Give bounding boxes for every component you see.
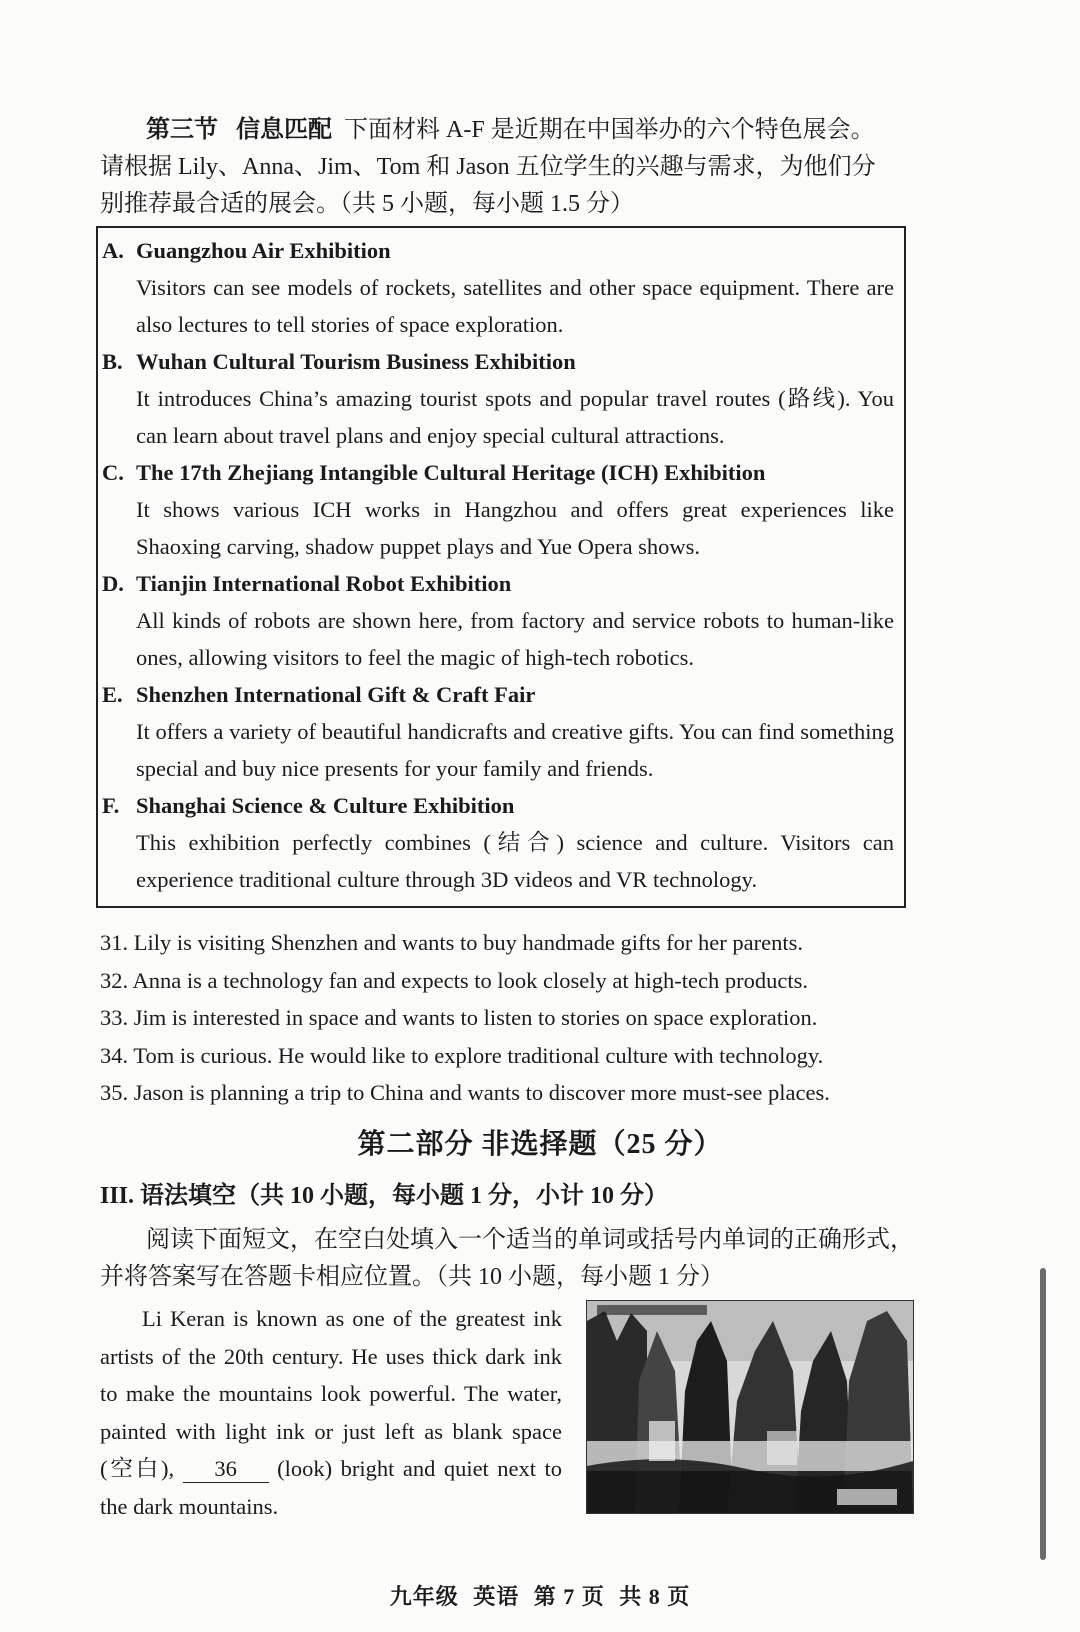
question-item: 32. Anna is a technology fan and expects to look closely at high-tech products. bbox=[100, 967, 808, 993]
part2-title: 第二部分 非选择题（25 分） bbox=[357, 1129, 723, 1160]
exhibition-title: Tianjin International Robot Exhibition bbox=[136, 571, 512, 596]
footer-grade: 九年级 bbox=[389, 1584, 459, 1609]
exhibition-letter: F. bbox=[102, 793, 120, 818]
exhibition-item bbox=[102, 787, 894, 898]
ink-painting-image bbox=[586, 1300, 914, 1514]
section3-instructions bbox=[100, 112, 910, 223]
exhibition-description: All kinds of robots are shown here, from factory and service robots to human-like ones, allowing visitors to feel the magic of high-tech robotics. bbox=[136, 608, 894, 670]
footer-subject: 英语 bbox=[473, 1584, 520, 1609]
exhibition-description: Visitors can see models of rockets, satellites and other space equipment. There are also lectures to tell stories of space exploration. bbox=[136, 275, 894, 337]
question-list bbox=[100, 924, 910, 1112]
exhibition-title: The 17th Zhejiang Intangible Cultural Heritage (ICH) Exhibition bbox=[136, 460, 766, 485]
question-item: 31. Lily is visiting Shenzhen and wants to buy handmade gifts for her parents. bbox=[100, 930, 803, 955]
section3-line1: 下面材料 A-F 是近期在中国举办的六个特色展会。 bbox=[344, 117, 875, 143]
exhibition-item bbox=[102, 676, 894, 787]
exhibition-description: It shows various ICH works in Hangzhou and offers great experiences like Shaoxing carving, shadow puppet plays and Yue Opera shows. bbox=[136, 497, 894, 559]
answer-blank-36[interactable]: 36 bbox=[183, 1456, 269, 1483]
scrollbar-thumb[interactable] bbox=[1040, 1268, 1046, 1560]
exhibition-description: It offers a variety of beautiful handicrafts and creative gifts. You can find something special and buy nice presents for your family and friends. bbox=[136, 719, 894, 781]
exhibition-letter: C. bbox=[102, 460, 124, 485]
grammar-passage bbox=[100, 1300, 562, 1525]
section3-topic: 信息匹配 bbox=[236, 117, 332, 143]
grammar-section-title: III. 语法填空（共 10 小题，每小题 1 分，小计 10 分） bbox=[100, 1183, 669, 1209]
page-footer bbox=[0, 1580, 1080, 1611]
exhibition-list-box bbox=[96, 226, 906, 908]
exhibition-letter: D. bbox=[102, 571, 124, 596]
exhibition-item bbox=[102, 343, 894, 454]
question-item: 34. Tom is curious. He would like to explore traditional culture with technology. bbox=[100, 1042, 824, 1068]
exhibition-title: Shenzhen International Gift & Craft Fair bbox=[136, 682, 536, 707]
passage-text-before: Li Keran is known as one of the greatest ink artists of the 20th century. He uses thick dark ink to make the mountains look powerful. The water, painted with light ink or just left as blank space (空白), bbox=[100, 1306, 562, 1481]
passage-text-after: (look) bright and quiet next to the dark mountains. bbox=[100, 1456, 563, 1519]
ink-painting-graphic bbox=[587, 1301, 913, 1513]
section3-heading: 第三节 bbox=[146, 117, 218, 143]
grammar-instructions bbox=[100, 1222, 920, 1296]
section3-line3: 别推荐最合适的展会。（共 5 小题，每小题 1.5 分） bbox=[100, 191, 634, 217]
grammar-instruction-line2: 并将答案写在答题卡相应位置。（共 10 小题，每小题 1 分） bbox=[100, 1264, 724, 1290]
exhibition-item bbox=[102, 565, 894, 676]
exhibition-item bbox=[102, 232, 894, 343]
exhibition-title: Guangzhou Air Exhibition bbox=[136, 238, 391, 263]
exhibition-letter: E. bbox=[102, 682, 123, 707]
exhibition-title: Wuhan Cultural Tourism Business Exhibition bbox=[136, 349, 576, 374]
question-item: 35. Jason is planning a trip to China and wants to discover more must-see places. bbox=[100, 1080, 830, 1105]
exhibition-letter: A. bbox=[102, 238, 124, 263]
footer-total: 共 8 页 bbox=[619, 1584, 691, 1609]
question-item: 33. Jim is interested in space and wants to listen to stories on space exploration. bbox=[100, 1005, 818, 1030]
section3-line2: 请根据 Lily、Anna、Jim、Tom 和 Jason 五位学生的兴趣与需求，为他们分 bbox=[100, 154, 876, 180]
exhibition-letter: B. bbox=[102, 349, 123, 374]
grammar-instruction-line1: 阅读下面短文，在空白处填入一个适当的单词或括号内单词的正确形式， bbox=[146, 1227, 914, 1253]
footer-page: 第 7 页 bbox=[533, 1584, 605, 1609]
exhibition-description: It introduces China’s amazing tourist spots and popular travel routes (路线). You can learn about travel plans and enjoy special cultural attractions. bbox=[136, 386, 894, 448]
exhibition-title: Shanghai Science & Culture Exhibition bbox=[136, 793, 515, 818]
exhibition-description: This exhibition perfectly combines (结合) science and culture. Visitors can experience traditional culture through 3D videos and VR technology. bbox=[136, 830, 894, 892]
exhibition-item bbox=[102, 454, 894, 565]
